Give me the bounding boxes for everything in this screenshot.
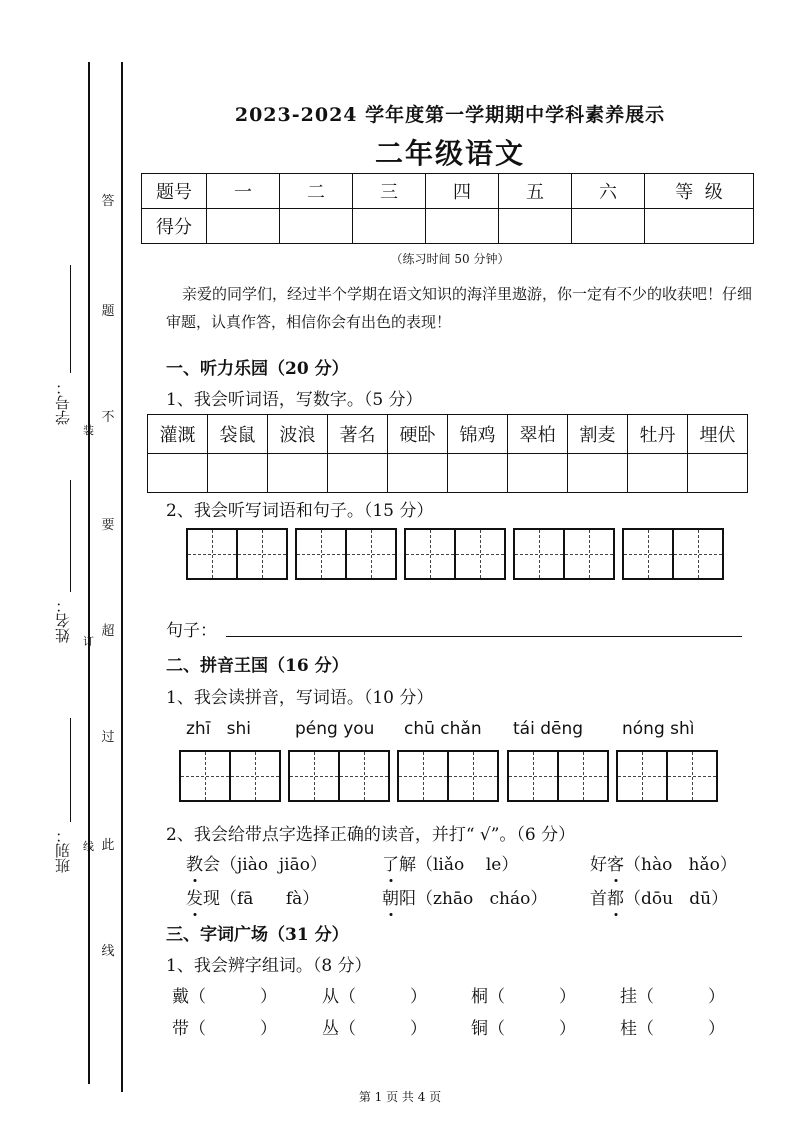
score-cell[interactable] (645, 209, 754, 244)
binding-line-inner (121, 62, 123, 1092)
name-label: 姓名： (54, 598, 72, 643)
writing-grid[interactable] (186, 528, 288, 580)
pinyin-prompt: péng you (295, 719, 375, 739)
word-cell: 著名 (328, 415, 388, 454)
intro-text: 亲爱的同学们，经过半个学期在语文知识的海洋里遨游，你一定有不少的收获吧！仔细审题，认真作答，相信你会有出色的表现！ (166, 285, 753, 331)
word-group-blank[interactable]: 从（ ） (322, 987, 428, 1007)
question-title: 2、我会听写词语和句子。（15 分） (166, 501, 434, 521)
score-table (141, 173, 754, 244)
sentence-answer-line[interactable] (226, 636, 742, 637)
name-line[interactable] (70, 480, 71, 592)
student-id-line[interactable] (70, 265, 71, 373)
writing-grid[interactable] (288, 750, 390, 802)
answer-cell[interactable] (568, 454, 628, 493)
writing-grid[interactable] (507, 750, 609, 802)
word-cell: 锦鸡 (448, 415, 508, 454)
writing-grid[interactable] (179, 750, 281, 802)
pinyin-prompt: tái dēng (513, 719, 584, 739)
margin-warning-char: 超 (101, 624, 115, 639)
score-header: 一 (207, 174, 280, 209)
answer-cell[interactable] (388, 454, 448, 493)
question-title: 1、我会听词语，写数字。（5 分） (166, 390, 423, 410)
answer-cell[interactable] (688, 454, 748, 493)
listening-word-table (147, 414, 748, 493)
writing-grid[interactable] (616, 750, 718, 802)
reading-choice[interactable]: 朝阳（zhāo cháo） (382, 889, 548, 909)
score-header: 题号 (142, 174, 207, 209)
sentence-label: 句子： (166, 621, 217, 641)
score-cell[interactable] (353, 209, 426, 244)
score-cell[interactable] (280, 209, 353, 244)
word-group-blank[interactable]: 戴（ ） (172, 987, 278, 1007)
word-cell: 埋伏 (688, 415, 748, 454)
answer-cell[interactable] (448, 454, 508, 493)
score-header: 三 (353, 174, 426, 209)
binding-char: 线 (83, 840, 94, 853)
pinyin-prompt: chū chǎn (404, 719, 482, 739)
answer-cell[interactable] (208, 454, 268, 493)
question-title: 1、我会读拼音，写词语。（10 分） (166, 688, 434, 708)
pinyin-prompt: zhī shi (186, 719, 251, 739)
word-cell: 灌溉 (148, 415, 208, 454)
question-title: 1、我会辨字组词。（8 分） (166, 956, 372, 976)
writing-grid[interactable] (295, 528, 397, 580)
margin-warning-char: 要 (101, 518, 115, 533)
word-cell: 袋鼠 (208, 415, 268, 454)
reading-choice[interactable]: 好客（hào hǎo） (590, 855, 737, 875)
word-cell: 波浪 (268, 415, 328, 454)
word-group-blank[interactable]: 挂（ ） (620, 987, 726, 1007)
score-header: 五 (499, 174, 572, 209)
score-header: 二 (280, 174, 353, 209)
margin-warning-char: 线 (101, 944, 115, 959)
section-title: 三、字词广场（31 分） (166, 925, 349, 945)
reading-choice[interactable]: 了解（liǎo le） (382, 855, 519, 875)
answer-cell[interactable] (628, 454, 688, 493)
word-cell: 硬卧 (388, 415, 448, 454)
exam-subtitle: 二年级语文 (374, 137, 525, 170)
score-header: 六 (572, 174, 645, 209)
margin-warning-char: 答 (101, 194, 115, 209)
reading-choice[interactable]: 教会（jiào jiāo） (186, 855, 327, 875)
margin-warning-char: 过 (101, 730, 115, 745)
reading-choice[interactable]: 发现（fā fà） (186, 889, 320, 909)
answer-cell[interactable] (148, 454, 208, 493)
answer-cell[interactable] (508, 454, 568, 493)
score-row-label: 得分 (142, 209, 207, 244)
word-group-blank[interactable]: 桐（ ） (471, 987, 577, 1007)
score-header: 四 (426, 174, 499, 209)
word-cell: 割麦 (568, 415, 628, 454)
word-group-blank[interactable]: 桂（ ） (620, 1019, 726, 1039)
writing-grid[interactable] (404, 528, 506, 580)
question-title: 2、我会给带点字选择正确的读音，并打“ √”。（6 分） (166, 825, 576, 845)
score-cell[interactable] (207, 209, 280, 244)
answer-cell[interactable] (328, 454, 388, 493)
score-cell[interactable] (426, 209, 499, 244)
margin-warning-char: 题 (101, 304, 115, 319)
margin-warning-char: 不 (101, 410, 115, 425)
reading-choice[interactable]: 首都（dōu dū） (590, 889, 729, 909)
word-cell: 翠柏 (508, 415, 568, 454)
word-group-blank[interactable]: 带（ ） (172, 1019, 278, 1039)
writing-grid[interactable] (397, 750, 499, 802)
answer-cell[interactable] (268, 454, 328, 493)
binding-char: 订 (83, 635, 94, 648)
exam-title: 2023-2024 学年度第一学期期中学科素养展示 (234, 104, 666, 126)
margin-warning-char: 此 (101, 838, 115, 853)
class-label: 班别： (54, 828, 72, 873)
writing-grid[interactable] (513, 528, 615, 580)
class-line[interactable] (70, 718, 71, 822)
student-id-label: 学号： (54, 380, 72, 425)
writing-grid[interactable] (622, 528, 724, 580)
word-group-blank[interactable]: 铜（ ） (471, 1019, 577, 1039)
section-title: 一、听力乐园（20 分） (166, 359, 349, 379)
page-footer: 第 1 页 共 4 页 (358, 1090, 442, 1104)
binding-char: 装 (83, 424, 94, 437)
word-group-blank[interactable]: 丛（ ） (322, 1019, 428, 1039)
binding-line-outer (88, 62, 90, 1084)
score-cell[interactable] (572, 209, 645, 244)
time-note: （练习时间 50 分钟） (390, 252, 510, 266)
pinyin-prompt: nóng shì (622, 719, 695, 739)
section-title: 二、拼音王国（16 分） (166, 656, 349, 676)
score-header: 等 级 (645, 174, 754, 209)
word-cell: 牡丹 (628, 415, 688, 454)
score-cell[interactable] (499, 209, 572, 244)
